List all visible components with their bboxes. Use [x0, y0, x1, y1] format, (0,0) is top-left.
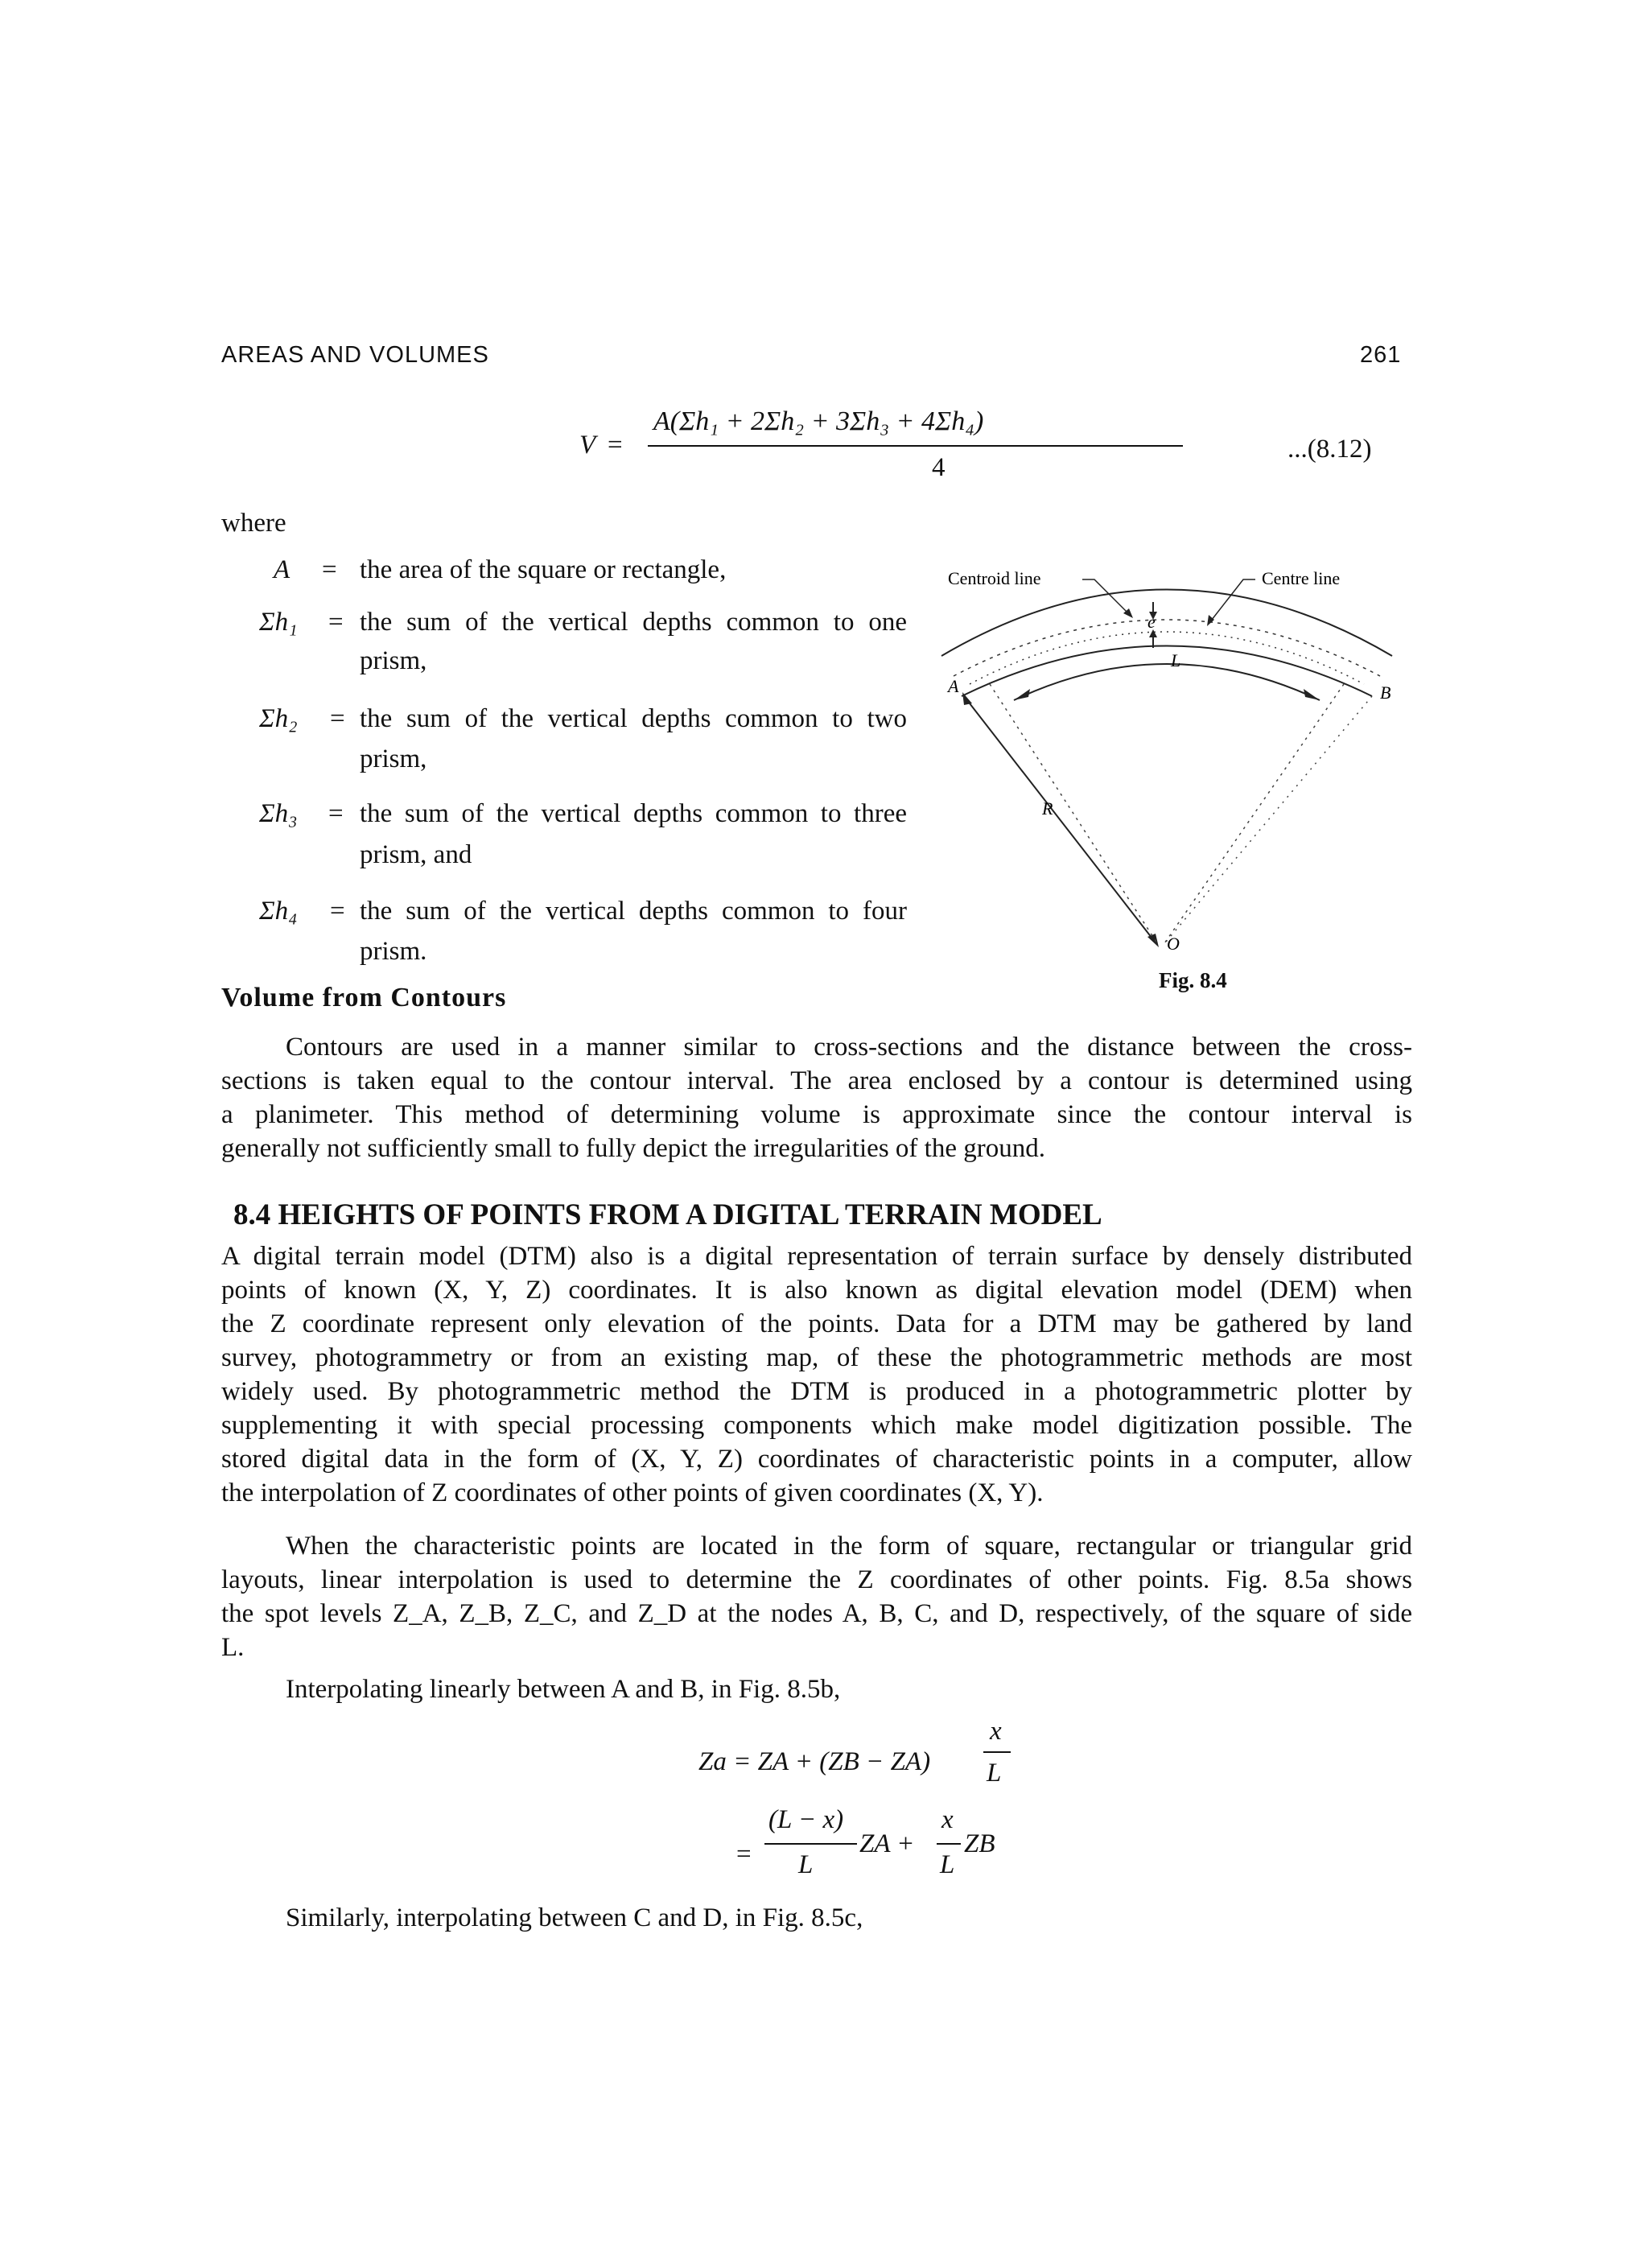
- text-line: a planimeter. This method of determining volume is approximate since the contour interval is: [221, 1100, 1412, 1129]
- eq-b-den1: L: [798, 1850, 814, 1879]
- text-line: the interpolation of Z coordinates of other points of given coordinates (X, Y).: [221, 1478, 1044, 1507]
- eq-b-num1: (L − x): [768, 1805, 844, 1834]
- def-text: the area of the square or rectangle,: [360, 555, 727, 584]
- text-line: layouts, linear interpolation is used to determine the Z coordinates of other points. Fig. 8.5a shows: [221, 1565, 1412, 1594]
- text-line: the Z coordinate represent only elevation of the points. Data for a DTM may be gathered by land: [221, 1309, 1412, 1338]
- inner-arc: [962, 646, 1372, 697]
- page-number: 261: [1360, 342, 1402, 368]
- chord-length-arc: [1014, 664, 1320, 700]
- text-line: L.: [221, 1633, 245, 1662]
- centre-leader: [1209, 579, 1255, 624]
- label-centroid-line: Centroid line: [948, 568, 1041, 588]
- text-line: A digital terrain model (DTM) also is a digital representation of terrain surface by densely distributed: [221, 1242, 1412, 1271]
- def-text: the sum of the vertical depths common to three: [360, 799, 907, 828]
- text-line: stored digital data in the form of (X, Y, Z) coordinates of characteristic points in a computer, allow: [221, 1445, 1412, 1474]
- eq-denominator: 4: [932, 453, 946, 482]
- figure-caption: Fig. 8.4: [1159, 968, 1227, 992]
- dotted-radius-outer: [1163, 696, 1372, 946]
- def-symbol-h2: Σh₂: [259, 704, 298, 733]
- def-eq: =: [328, 799, 344, 828]
- paragraph-contours: [221, 1030, 1412, 1165]
- running-header: AREAS AND VOLUMES: [221, 342, 489, 368]
- text-line: supplementing it with special processing components which make model digitization possible. The: [221, 1411, 1412, 1440]
- label-centre-line: Centre line: [1262, 568, 1341, 588]
- figure-8-4: [925, 547, 1408, 998]
- def-symbol-h4: Σh₄: [259, 897, 298, 926]
- def-text-cont: prism,: [360, 646, 427, 675]
- text-line: survey, photogrammetry or from an existing map, of these the photogrammetric methods are most: [221, 1343, 1412, 1372]
- text-line: Contours are used in a manner similar to cross-sections and the distance between the cross-: [286, 1033, 1412, 1062]
- centre-leader-head: [1207, 615, 1214, 626]
- def-text-cont: prism.: [360, 937, 427, 966]
- dotted-radius-left: [990, 684, 1159, 946]
- def-eq: =: [330, 704, 345, 733]
- arrow-left: [1014, 689, 1030, 700]
- def-symbol-A: A: [274, 555, 290, 584]
- radius-line: [964, 696, 1155, 942]
- def-text-cont: prism,: [360, 744, 427, 773]
- text-line: generally not sufficiently small to fully depict the irregularities of the ground.: [221, 1134, 1045, 1163]
- eq-b-bar2: [937, 1843, 961, 1845]
- arrow-right: [1304, 689, 1320, 700]
- eq-b-num2: x: [941, 1805, 954, 1834]
- text-line: widely used. By photogrammetric method the DTM is produced in a photogrammetric plotter by: [221, 1377, 1412, 1406]
- eq-za-num: x: [990, 1717, 1002, 1746]
- paragraph-interpolating-cd: Similarly, interpolating between C and D, in Fig. 8.5c,: [286, 1903, 863, 1932]
- eq-b-bar1: [764, 1843, 857, 1845]
- eq-za-bar: [983, 1751, 1011, 1753]
- eq-za-den: L: [987, 1759, 1002, 1788]
- paragraph-dtm-1: [221, 1239, 1412, 1510]
- eq-b-den2: L: [940, 1850, 955, 1879]
- def-text: the sum of the vertical depths common to four: [360, 897, 907, 926]
- centroid-arc: [954, 620, 1380, 676]
- centre-arc: [970, 632, 1364, 684]
- text-line: sections is taken equal to the contour interval. The area enclosed by a contour is determined using: [221, 1066, 1412, 1095]
- where-label: where: [221, 509, 286, 538]
- def-symbol-h1: Σh₁: [259, 608, 298, 637]
- eq-numerator: A(Σh₁ + 2Σh₂ + 3Σh₃ + 4Σh₄): [653, 406, 984, 436]
- def-text-cont: prism, and: [360, 840, 472, 869]
- def-symbol-h3: Σh₃: [259, 799, 298, 828]
- def-eq: =: [322, 555, 337, 584]
- heading-section-8-4: 8.4 HEIGHTS OF POINTS FROM A DIGITAL TERRAIN MODEL: [233, 1198, 1102, 1231]
- eq-fraction-bar: [648, 445, 1183, 447]
- def-eq: =: [328, 608, 344, 637]
- paragraph-dtm-2: [221, 1529, 1412, 1664]
- dotted-radius-right: [1163, 684, 1344, 946]
- eq-b-end: ZB: [964, 1829, 995, 1858]
- label-B: B: [1380, 682, 1391, 703]
- eq-number: ...(8.12): [1288, 435, 1372, 464]
- def-text: the sum of the vertical depths common to two: [360, 704, 907, 733]
- eq-b-equals: =: [736, 1840, 752, 1869]
- text-line: When the characteristic points are located in the form of square, rectangular or triangular grid: [286, 1532, 1412, 1561]
- eq-equals: =: [608, 431, 623, 460]
- paragraph-interpolating-ab: Interpolating linearly between A and B, in Fig. 8.5b,: [286, 1675, 841, 1704]
- eq-b-mid: ZA +: [859, 1829, 915, 1858]
- label-A: A: [948, 676, 959, 696]
- def-text: the sum of the vertical depths common to one: [360, 608, 907, 637]
- text-line: the spot levels Z_A, Z_B, Z_C, and Z_D at the nodes A, B, C, and D, respectively, of the square of side: [221, 1599, 1412, 1628]
- def-eq: =: [330, 897, 345, 926]
- eq-lhs: V: [579, 431, 596, 460]
- eq-za-lhs: Za = ZA + (ZB − ZA): [698, 1747, 931, 1776]
- label-e: e: [1147, 612, 1156, 632]
- heading-volume-from-contours: Volume from Contours: [221, 983, 507, 1012]
- label-L: L: [1171, 650, 1181, 670]
- label-O: O: [1167, 934, 1180, 954]
- text-line: points of known (X, Y, Z) coordinates. It is also known as digital elevation model (DEM) when: [221, 1276, 1412, 1305]
- label-R: R: [1042, 798, 1053, 819]
